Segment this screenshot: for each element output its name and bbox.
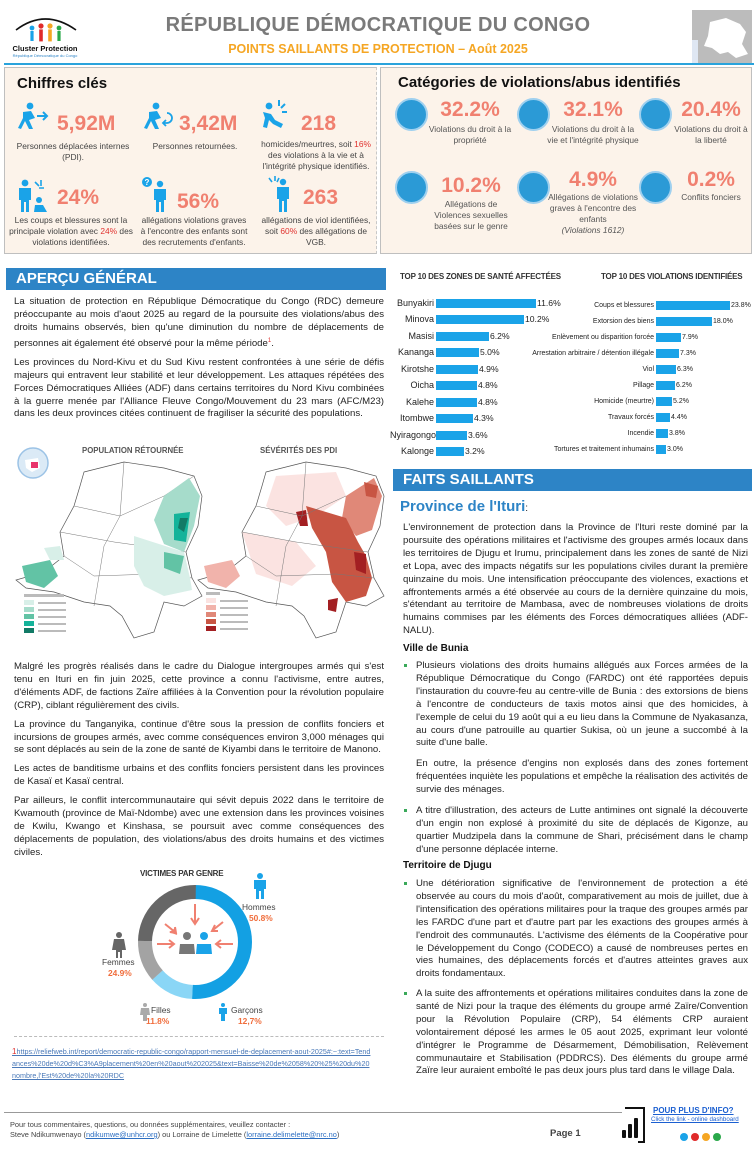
- category-label: Violations du droit à la vie et l'intégrité physique: [547, 124, 639, 145]
- map-legend-idp-severity: [206, 592, 248, 631]
- violations-chart-title: TOP 10 DES VIOLATIONS IDENTIFIÉES: [601, 272, 743, 281]
- header-divider: [4, 63, 754, 65]
- more-info-link[interactable]: POUR PLUS D'INFO?: [653, 1106, 734, 1115]
- online-dashboard-link[interactable]: Click the link - online dashboard: [651, 1116, 739, 1123]
- categories-title: Catégories de violations/abus identifiés: [398, 74, 681, 91]
- boys-label: Garçons: [231, 1005, 263, 1015]
- bar-row: Kananga 5.0%: [397, 347, 500, 357]
- rape-label: allégations de viol identifiées, soit 60% des allégations de VGB.: [261, 215, 371, 247]
- idp-label: Personnes déplacées internes (PDI).: [16, 141, 130, 162]
- zones-chart-title: TOP 10 DES ZONES DE SANTÉ AFFECTÉES: [400, 272, 561, 281]
- apercu-body: Malgré les progrès réalisés dans le cadre du Dialogue intergroupes armés qui s'est tenu en Ituri en fin juin 2025, cette province a connu l'activisme, entre autres, d'éléments ADF, de factions Zaïre affiliées à la Convention pour la révolution populaire (CRP), ciblant régulièrement des civils. La province du Tanganyika, continue d'être sous la pression de conflits fonciers et incursions de groupes armés, avec comme conséquences environ 3,000 ménages qui se sont déplacés au sein de la zone de santé de Kiyambi dans le territoire de Manono. Les actes de banditisme urbains et des conflits fonciers persistent dans les provinces de Kasaï et Kasaï central. Par ailleurs, le conflit intercommunautaire qui sévit depuis 2022 dans le territoire de Kwamouth (province de Maï-Ndombe) avec une extension dans les provinces voisines de Kwilu, Kwango et Kinshasa, se poursuit avec comme conséquences des déplacements de population, des violations/abus des droits humains et des victimes civiles.: [14, 661, 384, 858]
- violation-categories-panel: [380, 67, 752, 254]
- category-label: Allégations de Violences sexuelles basées sur le genre: [434, 199, 508, 231]
- footnote: 1https://reliefweb.int/report/democratic-republic-congo/rapport-mensuel-de-deplacement-aout-2025#:~:text=Tendances%20de%20d%C3%A9placement%20en%20aout%202025&text=Baisse%20de%2058%20%25%20du%20nombre,l'Est%20de%20la%20RDC: [12, 1047, 371, 1080]
- brand-dot-orange: [702, 1133, 710, 1141]
- page-title: RÉPUBLIQUE DÉMOCRATIQUE DU CONGO: [165, 14, 591, 36]
- category-value: 32.2%: [440, 98, 500, 121]
- key-figures-title: Chiffres clés: [17, 75, 108, 92]
- bar-row: Kirotshe 4.9%: [400, 364, 499, 374]
- gender-donut-chart: [135, 882, 255, 1002]
- faits-section-header: FAITS SAILLANTS: [393, 469, 752, 491]
- bar-row: Bunyakiri 11.6%: [396, 298, 561, 308]
- logo-text: Cluster Protection: [12, 44, 78, 53]
- assault-percent: 24%: [57, 186, 100, 209]
- homicide-count: 218: [301, 112, 337, 135]
- power-bi-icon[interactable]: [622, 1104, 652, 1146]
- displaced-person-icon: [17, 102, 49, 130]
- map-legend-returnees: [24, 594, 66, 633]
- category-value: 10.2%: [441, 174, 501, 197]
- key-figures-panel: [4, 67, 377, 254]
- category-value: 20.4%: [681, 98, 741, 121]
- child-recruitment-percent: 56%: [177, 190, 220, 213]
- women-icon: [112, 932, 126, 958]
- djugu-bullet-1: Une détérioration significative de l'environnement de protection a été observée au cours du mois d'août, comparativement au mois de juillet, due à l'intensification des opérations militaires pour la traque des groupes armés par les FARDC d'une part et d'autre part par les exactions des groupes armés à l'endroit des communautés. L'activisme des éléments de la Coopérative pour le Développement du Congo (CODECO) a causé de nombreuses pertes en vies humaines, des déplacements forcés et d'autres atteintes graves aux droits fondamentaux.: [416, 878, 748, 981]
- hands-land-icon: [639, 171, 672, 204]
- assault-icon: [17, 178, 51, 214]
- men-label: Hommes: [242, 902, 276, 912]
- category-label: Violations du droit à la propriété: [428, 124, 512, 145]
- brand-dot-blue: [680, 1133, 688, 1141]
- bar-row: Oicha 4.8%: [410, 380, 498, 390]
- apercu-section-header: APERÇU GÉNÉRAL: [6, 268, 386, 290]
- footnote-ref[interactable]: 1: [267, 337, 272, 344]
- bar-row: Kalonge 3.2%: [400, 446, 485, 456]
- idp-count: 5,92M: [57, 112, 116, 135]
- category-label: Conflits fonciers: [681, 192, 741, 202]
- footer-divider: [4, 1112, 622, 1113]
- category-value: 0.2%: [687, 168, 735, 191]
- bar-row: Arrestation arbitraire / détention illégale 7.3%: [532, 349, 696, 357]
- returnee-person-icon: [143, 102, 177, 130]
- page-number: Page 1: [550, 1128, 581, 1139]
- rape-count: 263: [303, 186, 339, 209]
- bar-row: Extorsion des biens 18.0%: [592, 317, 733, 325]
- category-value: 32.1%: [563, 98, 623, 121]
- bar-row: Incendie 3.8%: [627, 429, 685, 437]
- bunia-heading: Ville de Bunia: [403, 643, 469, 654]
- category-value: 4.9%: [569, 168, 617, 191]
- homicide-label: homicides/meurtres, soit 16% des violations à la vie et à l'intégrité physique identifiés.: [261, 139, 371, 171]
- returnee-label: Personnes retournées.: [152, 141, 238, 151]
- men-percent: 50.8%: [249, 913, 273, 923]
- gbv-woman-icon: [395, 171, 428, 204]
- footnote-divider: [14, 1036, 384, 1037]
- drc-location-minimap: [692, 10, 752, 63]
- child-question-icon: [141, 176, 171, 214]
- bunia-bullet-1: Plusieurs violations des droits humains allégués aux Forces armées de la République Démocratique du Congo (FARDC) ont été rapportées depuis l'instauration du couvre-feu au centre-ville de Bunia : des extorsions de biens à l'encontre de conducteurs de taxis motos ainsi que des homicides, à l'exemple de celui du 19 août qui a eu lieu dans la Commune de Nyakasanza, au cours d'une patrouille au quartier Sukisa, où un jeune a succombé à la suite d'une balle.: [416, 660, 748, 750]
- map-title-idp-severity: SÉVÉRITÉS DES PDI: [260, 446, 338, 455]
- falling-person-icon: [259, 98, 291, 132]
- bar-row: Viol 6.3%: [642, 365, 693, 373]
- map-title-returnees: POPULATION RÉTOURNÉE: [82, 446, 184, 455]
- province-ituri-heading: Province de l'Ituri:: [400, 498, 529, 515]
- logo-subtext: République Démocratique du Congo: [12, 53, 78, 58]
- bar-row: Tortures et traitement inhumains 3.0%: [554, 445, 683, 453]
- brand-dot-red: [691, 1133, 699, 1141]
- gender-chart-title: VICTIMES PAR GENRE: [140, 869, 224, 878]
- djugu-heading: Territoire de Djugu: [403, 860, 492, 871]
- bar-row: Homicide (meurtre) 5.2%: [594, 397, 689, 405]
- girls-percent: 11.8%: [146, 1016, 170, 1026]
- girls-label: Filles: [151, 1005, 171, 1015]
- svg-text:?: ?: [144, 178, 150, 187]
- boys-icon: [218, 1003, 228, 1021]
- category-label: Allégations de violations graves à l'encontre des enfants (Violations 1612): [548, 192, 638, 235]
- apercu-intro: La situation de protection en République Démocratique du Congo (RDC) demeure préoccupante au mois d'aout 2025 au regard de la poursuite des violations/abus des droits humains observés, bien qu'une diminution du nombre de déplacements de personnes ait également été observé pour la même période$^1$. Les provinces du Nord-Kivu et du Sud Kivu restent confrontées à une série de défis majeurs qui entravent leur stabilité et leur développement. Les attaques répétées des Forces Démocratiques Alliées (ADF) dans certains territoires du Nord Kivu combinées à la guerre menée par l'Alliance Fleuve Congo/Mouvement du 23 mars (AFC/M23) dans les deux provinces citées continuent de fragiliser la sécurité des populations.: [14, 296, 384, 420]
- assault-label: Les coups et blessures sont la principale violation avec 24% des violations identifiées.: [9, 215, 133, 247]
- women-label: Femmes: [102, 957, 135, 967]
- bar-row: Coups et blessures 23.8%: [594, 301, 751, 309]
- gbv-icon: [265, 176, 295, 214]
- category-label: Violations du droit à la liberté: [674, 124, 748, 145]
- contact-info: Pour tous commentaires, questions, ou données supplémentaires, veuillez contacter : Steve Ndikumwenayo (ndikumwe@unhcr.org) ou Lorraine de Limelette (lorraine.delimelette@nrc.no): [10, 1120, 340, 1139]
- bar-row: Kalehe 4.8%: [405, 397, 498, 407]
- djugu-bullet-2: A la suite des affrontements et opérations militaires conduites dans la zone de santé de Nizi pour la traque des éléments du groupe armé Zaïre/Convention pour la Révolution Populaire (CRP), 54 éléments CRP auraient volontairement déposé les armes le 05 aout 2025, exprimant leur volonté d'intégrer le Programme de Désarmement, Démobilisation, Relèvement communautaire et Stabilisation (PDDRCS). Des éléments du groupe armé Zaïre leur auraient emboîté le pas deux jours plus tard dans le village Dala.: [416, 988, 748, 1078]
- hands-liberty-icon: [639, 98, 672, 131]
- bunia-bullet-2: A titre d'illustration, des acteurs de Lutte antimines ont signalé la découverte d'un engin non explosé à proximité du site de déplacés de Kigonze, au quartier Mudzipela dans la commune de Shari, précisément dans le champ d'une personne déplacée interne.: [416, 805, 748, 857]
- hands-property-icon: [395, 98, 428, 131]
- bar-row: Travaux forcés 4.4%: [607, 413, 687, 421]
- bar-row: Nyiragongo 3.6%: [390, 430, 488, 440]
- footnote-link[interactable]: https://reliefweb.int/report/democratic-republic-congo/rapport-mensuel-de-deplacement-aout-2025#:~:text=Tendances%20de%20d%C3%A9placement%20en%20aout%202025&text=Baisse%20de%2058%20%25%20du%20nombre,l'Est%20de%20la%20RDC: [12, 1047, 371, 1080]
- brand-dot-green: [713, 1133, 721, 1141]
- bunia-bullet-1-cont: En outre, la présence d'engins non explosés dans des zones fortement fréquentées inquiète les populations et empêche la réalisation des activités de survie des ménages.: [416, 758, 748, 795]
- bar-row: Masisi 6.2%: [408, 331, 510, 341]
- boys-percent: 12,7%: [238, 1016, 262, 1026]
- bar-row: Pillage 6.2%: [632, 381, 692, 389]
- page-subtitle: POINTS SAILLANTS DE PROTECTION – Août 2025: [228, 42, 528, 56]
- hands-life-icon: [517, 98, 550, 131]
- returnee-count: 3,42M: [179, 112, 238, 135]
- bar-row: Itombwe 4.3%: [399, 413, 494, 423]
- ituri-intro: L'environnement de protection dans la Province de l'Ituri reste dominé par la poursuite des opérations militaires et l'activisme des groupes armés locaux dans les territoires de Djugu et Irumu, principalement dans les zones de santé de Nizi et Lopa, avec des impacts négatifs sur les populations civiles durant la première quinzaine du mois. Une intensification préoccupante des violences, exactions et affrontements armés a été observée au cours de la dernière quinzaine du mois, s'étendant au territoire de Mambasa, avec de nombreuses violations de droits humains commises par les éléments des Forces démocratiques alliées (ADF-NALU).: [403, 522, 748, 637]
- child-recruitment-label: allégations violations graves à l'encontre des enfants sont des recrutements d'enfants.: [140, 215, 248, 247]
- email-link-delimelette[interactable]: lorraine.delimelette@nrc.no: [246, 1130, 337, 1139]
- bar-row: Enlèvement ou disparition forcée 7.9%: [552, 333, 698, 341]
- women-percent: 24.9%: [108, 968, 132, 978]
- email-link-ndikumwe[interactable]: ndikumwe@unhcr.org: [86, 1130, 158, 1139]
- men-icon: [253, 873, 267, 899]
- bar-row: Minova 10.2%: [404, 314, 550, 324]
